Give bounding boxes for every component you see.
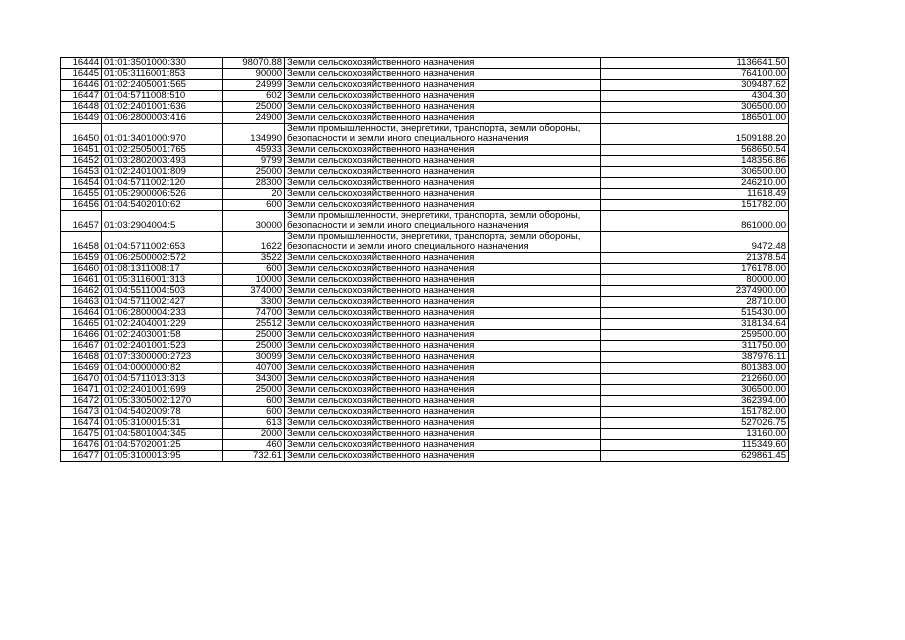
land-category-cell: Земли сельскохозяйственного назначения — [285, 429, 601, 440]
land-category-cell: Земли сельскохозяйственного назначения — [285, 330, 601, 341]
land-category-cell: Земли сельскохозяйственного назначения — [285, 396, 601, 407]
row-number-cell: 16444 — [61, 58, 102, 69]
cadastral-number-cell: 01:04:5402009:78 — [102, 407, 223, 418]
land-category-cell: Земли сельскохозяйственного назначения — [285, 440, 601, 451]
land-category-cell: Земли сельскохозяйственного назначения — [285, 189, 601, 200]
cadastral-number-cell: 01:04:5801004:345 — [102, 429, 223, 440]
land-category-cell: Земли сельскохозяйственного назначения — [285, 264, 601, 275]
cadastral-value-cell: 246210.00 — [601, 178, 789, 189]
cadastral-number-cell: 01:04:5711002:653 — [102, 232, 223, 253]
row-number-cell: 16471 — [61, 385, 102, 396]
cadastral-number-cell: 01:03:2904004:5 — [102, 211, 223, 232]
area-cell: 9799 — [223, 156, 285, 167]
area-cell: 134990 — [223, 124, 285, 145]
row-number-cell: 16468 — [61, 352, 102, 363]
row-number-cell: 16467 — [61, 341, 102, 352]
cadastral-number-cell: 01:08:1311008:17 — [102, 264, 223, 275]
row-number-cell: 16459 — [61, 253, 102, 264]
area-cell: 24999 — [223, 80, 285, 91]
area-cell: 28300 — [223, 178, 285, 189]
land-category-cell: Земли сельскохозяйственного назначения — [285, 407, 601, 418]
row-number-cell: 16452 — [61, 156, 102, 167]
cadastral-number-cell: 01:04:5402010:62 — [102, 200, 223, 211]
table-row — [61, 145, 789, 156]
cadastral-number-cell: 01:02:2401001:809 — [102, 167, 223, 178]
land-category-cell: Земли сельскохозяйственного назначения — [285, 341, 601, 352]
cadastral-value-cell: 80000.00 — [601, 275, 789, 286]
row-number-cell: 16465 — [61, 319, 102, 330]
row-number-cell: 16476 — [61, 440, 102, 451]
row-number-cell: 16474 — [61, 418, 102, 429]
table-row — [61, 352, 789, 363]
cadastral-value-cell: 311750.00 — [601, 341, 789, 352]
area-cell: 25512 — [223, 319, 285, 330]
row-number-cell: 16473 — [61, 407, 102, 418]
row-number-cell: 16446 — [61, 80, 102, 91]
area-cell: 10000 — [223, 275, 285, 286]
cadastral-number-cell: 01:04:5711013:313 — [102, 374, 223, 385]
cadastral-value-cell: 115349.60 — [601, 440, 789, 451]
cadastral-value-cell: 362394.00 — [601, 396, 789, 407]
table-row — [61, 211, 789, 232]
land-category-cell: Земли сельскохозяйственного назначения — [285, 80, 601, 91]
row-number-cell: 16448 — [61, 102, 102, 113]
land-category-cell: Земли сельскохозяйственного назначения — [285, 145, 601, 156]
land-category-cell: Земли сельскохозяйственного назначения — [285, 385, 601, 396]
cadastral-value-cell: 527026.75 — [601, 418, 789, 429]
area-cell: 20 — [223, 189, 285, 200]
cadastral-number-cell: 01:02:2405001:565 — [102, 80, 223, 91]
area-cell: 25000 — [223, 385, 285, 396]
table-row — [61, 374, 789, 385]
cadastral-number-cell: 01:02:2401001:699 — [102, 385, 223, 396]
table-row — [61, 69, 789, 80]
area-cell: 30099 — [223, 352, 285, 363]
cadastral-number-cell: 01:04:5511004:503 — [102, 286, 223, 297]
cadastral-value-cell: 212660.00 — [601, 374, 789, 385]
area-cell: 25000 — [223, 330, 285, 341]
land-category-cell: Земли сельскохозяйственного назначения — [285, 156, 601, 167]
land-category-cell: Земли сельскохозяйственного назначения — [285, 418, 601, 429]
area-cell: 613 — [223, 418, 285, 429]
row-number-cell: 16445 — [61, 69, 102, 80]
land-category-cell: Земли сельскохозяйственного назначения — [285, 308, 601, 319]
cadastral-number-cell: 01:02:2403001:58 — [102, 330, 223, 341]
cadastral-value-cell: 151782.00 — [601, 200, 789, 211]
cadastral-value-cell: 13160.00 — [601, 429, 789, 440]
land-category-cell: Земли сельскохозяйственного назначения — [285, 167, 601, 178]
land-category-cell: Земли сельскохозяйственного назначения — [285, 58, 601, 69]
table-row — [61, 407, 789, 418]
area-cell: 90000 — [223, 69, 285, 80]
area-cell: 24900 — [223, 113, 285, 124]
land-category-cell: Земли сельскохозяйственного назначения — [285, 200, 601, 211]
row-number-cell: 16457 — [61, 211, 102, 232]
table-row — [61, 363, 789, 374]
land-category-cell: Земли сельскохозяйственного назначения — [285, 451, 601, 462]
land-category-cell: Земли сельскохозяйственного назначения — [285, 297, 601, 308]
cadastral-number-cell: 01:05:3305002:1270 — [102, 396, 223, 407]
cadastral-number-cell: 01:01:3501000:330 — [102, 58, 223, 69]
cadastral-value-cell: 629861.45 — [601, 451, 789, 462]
area-cell: 602 — [223, 91, 285, 102]
cadastral-number-cell: 01:05:3100015:31 — [102, 418, 223, 429]
row-number-cell: 16458 — [61, 232, 102, 253]
row-number-cell: 16456 — [61, 200, 102, 211]
cadastral-number-cell: 01:05:3100013:95 — [102, 451, 223, 462]
cadastral-number-cell: 01:06:2800004:233 — [102, 308, 223, 319]
cadastral-value-cell: 568650.54 — [601, 145, 789, 156]
cadastral-number-cell: 01:01:3401000:970 — [102, 124, 223, 145]
table-row — [61, 341, 789, 352]
area-cell: 3300 — [223, 297, 285, 308]
row-number-cell: 16472 — [61, 396, 102, 407]
cadastral-number-cell: 01:05:3116001:853 — [102, 69, 223, 80]
table-row — [61, 167, 789, 178]
table-row — [61, 102, 789, 113]
cadastral-value-cell: 2374900.00 — [601, 286, 789, 297]
row-number-cell: 16475 — [61, 429, 102, 440]
area-cell: 74700 — [223, 308, 285, 319]
area-cell: 34300 — [223, 374, 285, 385]
table-row — [61, 275, 789, 286]
area-cell: 600 — [223, 396, 285, 407]
table-row — [61, 440, 789, 451]
row-number-cell: 16463 — [61, 297, 102, 308]
land-category-cell: Земли сельскохозяйственного назначения — [285, 113, 601, 124]
land-category-cell: Земли сельскохозяйственного назначения — [285, 178, 601, 189]
table-row — [61, 396, 789, 407]
area-cell: 30000 — [223, 211, 285, 232]
table-row — [61, 451, 789, 462]
table-row — [61, 91, 789, 102]
cadastral-value-cell: 259500.00 — [601, 330, 789, 341]
row-number-cell: 16450 — [61, 124, 102, 145]
cadastral-number-cell: 01:04:5711002:120 — [102, 178, 223, 189]
cadastral-value-cell: 387976.11 — [601, 352, 789, 363]
table-row — [61, 232, 789, 253]
land-category-cell: Земли сельскохозяйственного назначения — [285, 374, 601, 385]
row-number-cell: 16460 — [61, 264, 102, 275]
cadastral-value-cell: 176178.00 — [601, 264, 789, 275]
table-row — [61, 429, 789, 440]
table-row — [61, 124, 789, 145]
land-category-cell: Земли сельскохозяйственного назначения — [285, 319, 601, 330]
cadastral-value-cell: 306500.00 — [601, 385, 789, 396]
area-cell: 460 — [223, 440, 285, 451]
land-category-cell: Земли сельскохозяйственного назначения — [285, 91, 601, 102]
area-cell: 600 — [223, 200, 285, 211]
area-cell: 98070.88 — [223, 58, 285, 69]
cadastral-number-cell: 01:06:2800003:416 — [102, 113, 223, 124]
area-cell: 45933 — [223, 145, 285, 156]
table-row — [61, 156, 789, 167]
area-cell: 25000 — [223, 167, 285, 178]
land-category-cell: Земли сельскохозяйственного назначения — [285, 286, 601, 297]
row-number-cell: 16469 — [61, 363, 102, 374]
cadastral-number-cell: 01:02:2505001:765 — [102, 145, 223, 156]
cadastral-value-cell: 28710.00 — [601, 297, 789, 308]
cadastral-number-cell: 01:04:5711002:427 — [102, 297, 223, 308]
row-number-cell: 16464 — [61, 308, 102, 319]
cadastral-number-cell: 01:05:3116001:313 — [102, 275, 223, 286]
cadastral-number-cell: 01:02:2404001:229 — [102, 319, 223, 330]
table-row — [61, 330, 789, 341]
cadastral-number-cell: 01:06:2500002:572 — [102, 253, 223, 264]
table-row — [61, 113, 789, 124]
cadastral-number-cell: 01:02:2401001:523 — [102, 341, 223, 352]
cadastral-number-cell: 01:02:2401001:636 — [102, 102, 223, 113]
land-plots-table — [60, 57, 789, 462]
cadastral-number-cell: 01:05:2900006:526 — [102, 189, 223, 200]
cadastral-value-cell: 148356.86 — [601, 156, 789, 167]
area-cell: 374000 — [223, 286, 285, 297]
cadastral-value-cell: 151782.00 — [601, 407, 789, 418]
cadastral-value-cell: 9472.48 — [601, 232, 789, 253]
cadastral-value-cell: 11618.49 — [601, 189, 789, 200]
table-row — [61, 319, 789, 330]
cadastral-value-cell: 4304.30 — [601, 91, 789, 102]
cadastral-value-cell: 764100.00 — [601, 69, 789, 80]
table-row — [61, 253, 789, 264]
table-row — [61, 178, 789, 189]
cadastral-value-cell: 186501.00 — [601, 113, 789, 124]
land-category-cell: Земли сельскохозяйственного назначения — [285, 253, 601, 264]
area-cell: 600 — [223, 264, 285, 275]
cadastral-value-cell: 515430.00 — [601, 308, 789, 319]
cadastral-number-cell: 01:03:2802003:493 — [102, 156, 223, 167]
cadastral-value-cell: 1509188.20 — [601, 124, 789, 145]
area-cell: 2000 — [223, 429, 285, 440]
table-row — [61, 200, 789, 211]
row-number-cell: 16449 — [61, 113, 102, 124]
table-row — [61, 286, 789, 297]
land-category-cell: Земли сельскохозяйственного назначения — [285, 363, 601, 374]
row-number-cell: 16470 — [61, 374, 102, 385]
row-number-cell: 16477 — [61, 451, 102, 462]
area-cell: 1622 — [223, 232, 285, 253]
area-cell: 732.61 — [223, 451, 285, 462]
cadastral-value-cell: 1136641.50 — [601, 58, 789, 69]
table-body — [61, 58, 789, 462]
table-row — [61, 264, 789, 275]
land-category-cell: Земли промышленности, энергетики, транспорта, земли обороны, безопасности и земли иного специального назначения — [285, 211, 601, 232]
row-number-cell: 16454 — [61, 178, 102, 189]
area-cell: 40700 — [223, 363, 285, 374]
cadastral-value-cell: 861000.00 — [601, 211, 789, 232]
cadastral-value-cell: 21378.54 — [601, 253, 789, 264]
cadastral-value-cell: 801383.00 — [601, 363, 789, 374]
row-number-cell: 16453 — [61, 167, 102, 178]
cadastral-value-cell: 306500.00 — [601, 167, 789, 178]
table-row — [61, 80, 789, 91]
area-cell: 25000 — [223, 102, 285, 113]
cadastral-number-cell: 01:04:5702001:25 — [102, 440, 223, 451]
area-cell: 600 — [223, 407, 285, 418]
row-number-cell: 16462 — [61, 286, 102, 297]
row-number-cell: 16447 — [61, 91, 102, 102]
land-category-cell: Земли промышленности, энергетики, транспорта, земли обороны, безопасности и земли иного специального назначения — [285, 232, 601, 253]
cadastral-number-cell: 01:04:0000000:82 — [102, 363, 223, 374]
land-category-cell: Земли сельскохозяйственного назначения — [285, 69, 601, 80]
row-number-cell: 16466 — [61, 330, 102, 341]
row-number-cell: 16455 — [61, 189, 102, 200]
land-category-cell: Земли сельскохозяйственного назначения — [285, 352, 601, 363]
row-number-cell: 16451 — [61, 145, 102, 156]
cadastral-number-cell: 01:07:3300000:2723 — [102, 352, 223, 363]
land-category-cell: Земли сельскохозяйственного назначения — [285, 102, 601, 113]
land-category-cell: Земли промышленности, энергетики, транспорта, земли обороны, безопасности и земли иного специального назначения — [285, 124, 601, 145]
table-row — [61, 297, 789, 308]
cadastral-value-cell: 306500.00 — [601, 102, 789, 113]
cadastral-value-cell: 318134.64 — [601, 319, 789, 330]
land-category-cell: Земли сельскохозяйственного назначения — [285, 275, 601, 286]
table-row — [61, 189, 789, 200]
cadastral-number-cell: 01:04:5711008:510 — [102, 91, 223, 102]
row-number-cell: 16461 — [61, 275, 102, 286]
table-row — [61, 385, 789, 396]
area-cell: 25000 — [223, 341, 285, 352]
cadastral-value-cell: 309487.62 — [601, 80, 789, 91]
table-row — [61, 308, 789, 319]
table-row — [61, 418, 789, 429]
table-row — [61, 58, 789, 69]
area-cell: 3522 — [223, 253, 285, 264]
